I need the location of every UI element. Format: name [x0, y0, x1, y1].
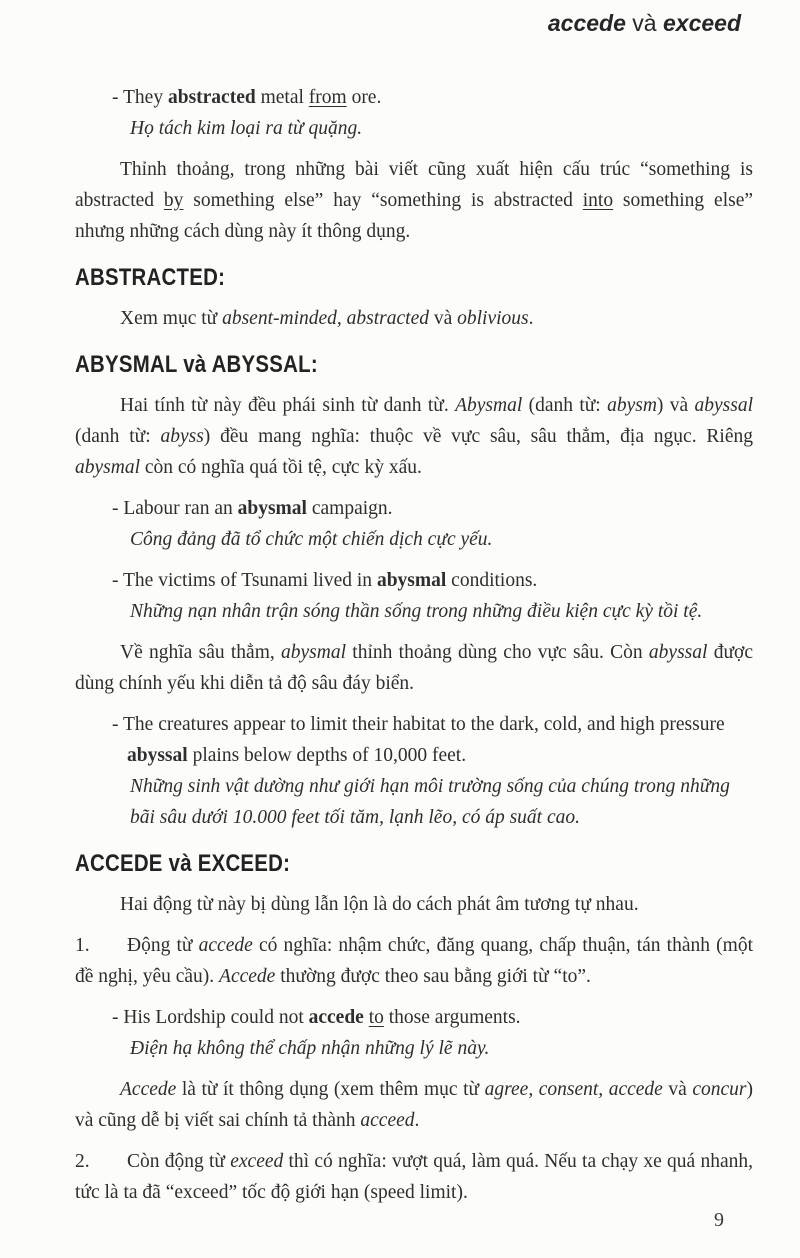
paragraph-accede-note: Accede là từ ít thông dụng (xem thêm mục từ agree, consent, accede và concur) và cũng dễ bị viết sai chính tả thành acceed.	[75, 1079, 753, 1131]
page-number: 9	[714, 1209, 724, 1231]
section-heading-accede: ACCEDE và EXCEED:	[75, 850, 291, 877]
paragraph-abysmal-usage: Về nghĩa sâu thẳm, abysmal thỉnh thoảng dùng cho vực sâu. Còn abyssal được dùng chính yếu khi diễn tả độ sâu đáy biển.	[75, 642, 753, 694]
section-heading-abysmal: ABYSMAL và ABYSSAL:	[75, 351, 318, 378]
example-sentence-abstracted: - They abstracted metal from ore.	[112, 87, 382, 108]
paragraph-accede-intro: Hai động từ này bị dùng lẫn lộn là do cách phát âm tương tự nhau.	[120, 894, 639, 915]
running-head: accede và exceed	[547, 10, 741, 36]
example-translation: Những sinh vật dường như giới hạn môi trường sống của chúng trong những bãi sâu dưới 10.000 feet tối tăm, lạnh lẽo, có áp suất cao.	[130, 776, 730, 828]
example-translation: Những nạn nhân trận sóng thần sống trong những điều kiện cực kỳ tồi tệ.	[130, 601, 703, 622]
example-translation: Điện hạ không thể chấp nhận những lý lẽ này.	[130, 1038, 490, 1059]
paragraph-abstracted-note: Thỉnh thoảng, trong những bài viết cũng xuất hiện cấu trúc “something is abstracted by something else” hay “something is abstracted into something else” nhưng những cách dùng này ít thông dụng.	[75, 159, 754, 242]
example-sentence-abysmal-2: - The victims of Tsunami lived in abysmal conditions.	[112, 570, 538, 591]
example-translation: Họ tách kim loại ra từ quặng.	[130, 118, 363, 139]
list-item-2-exceed: 2. Còn động từ exceed thì có nghĩa: vượt quá, làm quá. Nếu ta chạy xe quá nhanh, tức là ta đã “exceed” tốc độ giới hạn (speed limit).	[75, 1151, 753, 1203]
example-sentence-abysmal-1: - Labour ran an abysmal campaign.	[112, 498, 393, 519]
list-item-1-accede: 1. Động từ accede có nghĩa: nhậm chức, đăng quang, chấp thuận, tán thành (một đề nghị, yêu cầu). Accede thường được theo sau bằng giới từ “to”.	[75, 935, 753, 987]
section-heading-abstracted: ABSTRACTED:	[75, 264, 226, 291]
example-translation: Công đảng đã tổ chức một chiến dịch cực yếu.	[130, 529, 493, 550]
paragraph-abysmal-intro: Hai tính từ này đều phái sinh từ danh từ. Abysmal (danh từ: abysm) và abyssal (danh từ: abyss) đều mang nghĩa: thuộc về vực sâu, sâu thẳm, địa ngục. Riêng abysmal còn có nghĩa quá tồi tệ, cực kỳ xấu.	[75, 395, 753, 478]
paragraph-abstracted-crossref: Xem mục từ absent-minded, abstracted và oblivious.	[120, 308, 534, 329]
example-sentence-accede: - His Lordship could not accede to those arguments.	[112, 1007, 521, 1028]
example-sentence-abyssal: - The creatures appear to limit their habitat to the dark, cold, and high pressure abyssal plains below depths of 10,000 feet.	[112, 714, 725, 766]
